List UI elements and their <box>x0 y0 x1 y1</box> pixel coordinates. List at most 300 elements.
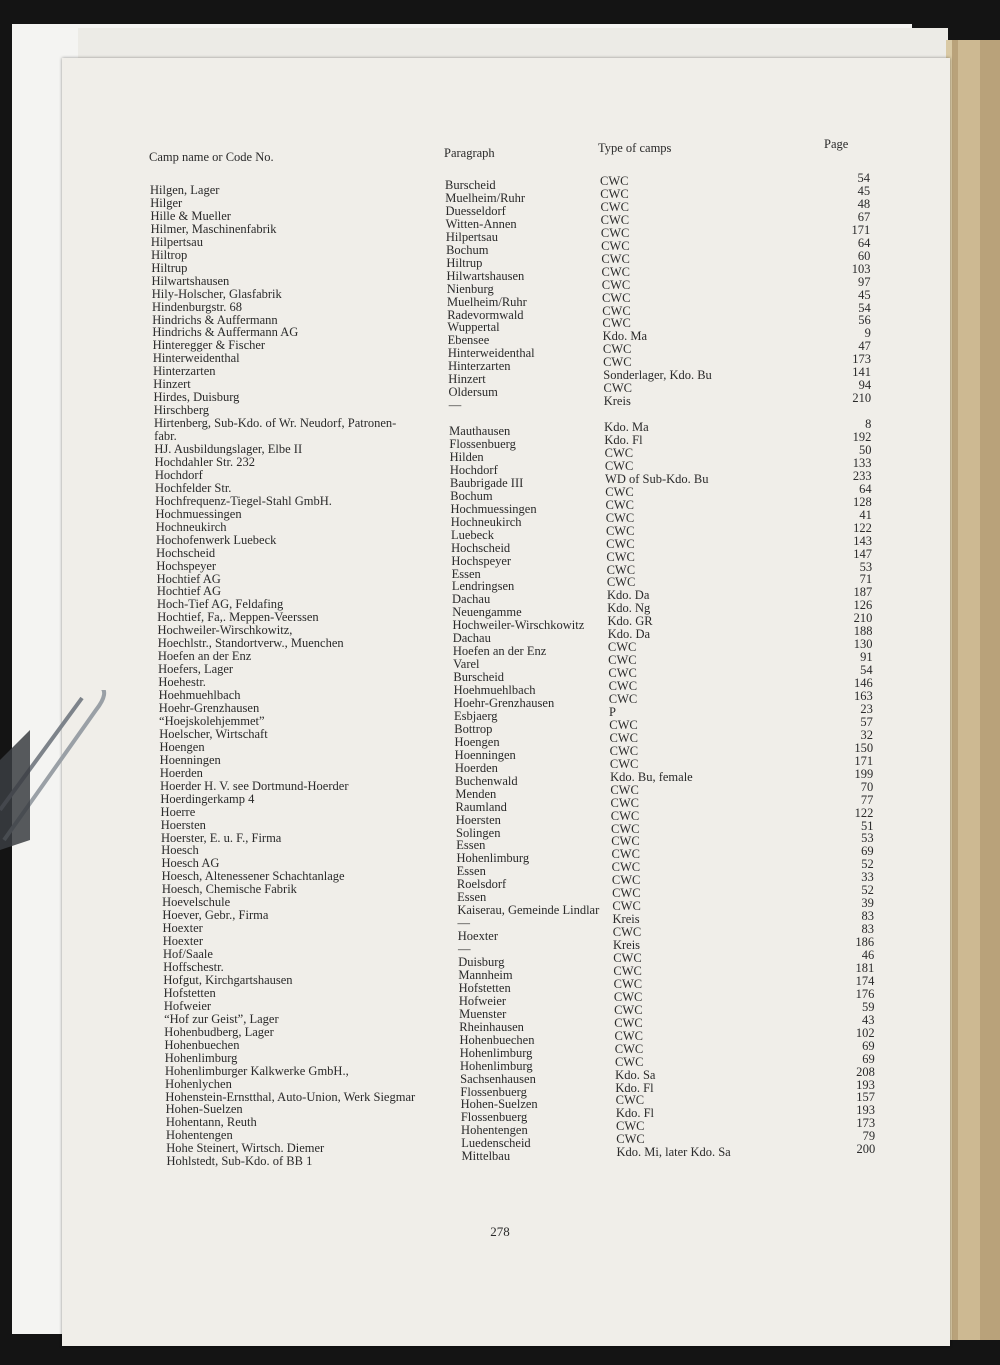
camp-type-cell: CWC <box>613 951 642 965</box>
camp-type-cell: CWC <box>616 1119 645 1134</box>
paragraph-cell: Hohenlimburg <box>459 1045 533 1060</box>
paragraph-cell: Wuppertal <box>447 320 500 335</box>
page-ref-cell: 69 <box>862 1051 875 1066</box>
camp-type-cell: CWC <box>607 640 637 655</box>
page-ref-cell: 130 <box>853 637 873 652</box>
page-ref-cell: 122 <box>853 520 872 535</box>
camp-name-cell: Hohentann, Reuth <box>165 1115 257 1130</box>
page-ref-cell: 187 <box>853 585 873 600</box>
page-ref-cell: 54 <box>860 663 873 678</box>
paragraph-cell: Rheinhausen <box>459 1019 524 1034</box>
paragraph-cell: Dachau <box>452 631 491 646</box>
camp-name-cell: Hohenbuechen <box>164 1037 240 1052</box>
camp-type-cell: CWC <box>611 821 640 836</box>
page-ref-cell: 39 <box>861 896 874 911</box>
paragraph-cell: Menden <box>455 786 497 801</box>
camp-type-cell: CWC <box>608 653 637 668</box>
page-ref-cell: 33 <box>861 870 874 885</box>
paragraph-cell: Roelsdorf <box>456 877 507 892</box>
paragraph-cell: Bochum <box>450 488 493 503</box>
camp-name-cell: Hinterweidenthal <box>152 351 240 366</box>
camp-type-cell: CWC <box>608 679 638 694</box>
camp-name-cell: Hoelscher, Wirtschaft <box>159 726 268 741</box>
page-ref-cell: 51 <box>861 818 874 833</box>
paragraph-cell: Baubrigade III <box>450 475 524 490</box>
camp-type-cell: Kdo. Ng <box>607 601 651 616</box>
page-ref-cell: 233 <box>852 468 872 483</box>
camp-name-cell: Hohenbudberg, Lager <box>164 1024 274 1039</box>
camp-name-cell: Hoersten <box>160 817 206 832</box>
camp-type-cell: CWC <box>606 536 635 551</box>
camp-type-cell: Kreis <box>612 912 640 927</box>
camp-name-cell: Hohe Steinert, Wirtsch. Diemer <box>166 1141 325 1156</box>
camp-type-cell: CWC <box>603 381 632 396</box>
paragraph-cell: Raumland <box>455 799 507 814</box>
page-ref-cell: 45 <box>858 287 871 302</box>
camp-name-cell: Hindrichs & Auffermann AG <box>152 325 299 340</box>
camp-type-cell: CWC <box>606 575 636 590</box>
camp-type-cell: Kdo. Fl <box>604 433 643 447</box>
page-ref-cell: 52 <box>861 857 874 872</box>
camp-name-cell: “Hoejskolehjemmet” <box>159 713 265 728</box>
camp-name-cell: Hofstetten <box>163 985 216 1000</box>
camp-name-cell: Hoehmuehlbach <box>158 688 241 703</box>
camp-name-cell: Hochdorf <box>154 467 203 482</box>
camp-type-cell: CWC <box>611 873 641 888</box>
camp-name-cell: Hoerder H. V. see Dortmund-Hoerder <box>160 778 349 793</box>
paragraph-cell: Essen <box>451 566 481 581</box>
page-ref-cell: 173 <box>856 1116 876 1131</box>
paragraph-cell: Hiltrup <box>446 255 483 270</box>
page-ref-cell: 143 <box>853 533 872 548</box>
camp-type-cell: Kdo. Sa <box>615 1067 656 1082</box>
page-ref-cell: 64 <box>859 481 872 496</box>
camp-type-cell: CWC <box>602 342 632 357</box>
page-ref-cell: 8 <box>865 417 872 432</box>
paragraph-cell: Hoengen <box>454 734 500 749</box>
page-ref-cell: 141 <box>852 365 872 380</box>
camp-type-cell: CWC <box>601 251 630 266</box>
paragraph-cell: Muelheim/Ruhr <box>446 294 527 309</box>
page-ref-cell: 56 <box>858 313 871 328</box>
camp-type-cell: CWC <box>600 186 629 201</box>
page-ref-cell: 52 <box>861 883 874 898</box>
camp-name-cell: Hochspeyer <box>156 558 217 573</box>
page-ref-cell: 176 <box>855 986 875 1001</box>
page-ref-cell: 157 <box>856 1090 875 1105</box>
camp-type-cell: CWC <box>605 523 635 538</box>
paragraph-cell: Hoerden <box>454 760 498 775</box>
paragraph-cell: Hofweier <box>458 993 507 1008</box>
page-ref-cell: 41 <box>859 507 872 522</box>
camp-type-cell: Kdo. Ma <box>602 329 648 344</box>
page-ref-cell: 43 <box>862 1012 875 1027</box>
page-ref-cell: 47 <box>858 339 871 354</box>
page-number: 278 <box>490 1224 510 1239</box>
camp-type-cell: CWC <box>612 886 641 901</box>
paragraph-cell: Oldersum <box>448 385 498 400</box>
camp-name-cell: Hirtenberg, Sub-Kdo. of Wr. Neudorf, Patronen- <box>153 416 397 431</box>
paragraph-cell: Mauthausen <box>449 424 511 439</box>
camp-type-cell: CWC <box>614 1002 643 1017</box>
camp-type-cell: CWC <box>605 497 634 512</box>
page-ref-cell: 57 <box>860 714 873 729</box>
page-ref-cell: 147 <box>853 546 873 561</box>
camp-name-cell: Hiltrop <box>151 247 188 262</box>
page-ref-cell: 46 <box>861 948 875 962</box>
camp-type-cell: Kdo. Da <box>607 627 651 642</box>
camp-type-cell: CWC <box>609 730 638 745</box>
page-ref-cell: 193 <box>856 1103 876 1118</box>
camp-name-cell: Hinzert <box>153 377 191 392</box>
paragraph-cell: Muelheim/Ruhr <box>445 190 526 205</box>
page-ref-cell: 200 <box>856 1142 876 1157</box>
page-ref-cell: 171 <box>851 222 871 237</box>
page-ref-cell: 173 <box>852 352 871 367</box>
camp-name-cell: Hoerre <box>160 804 196 819</box>
camp-name-cell: Hoesch, Altenessener Schachtanlage <box>161 869 345 884</box>
camp-type-cell: CWC <box>611 834 640 849</box>
camp-type-cell: CWC <box>609 743 639 758</box>
paragraph-cell: Hoexter <box>457 929 499 944</box>
page-ref-cell: 48 <box>857 196 871 211</box>
camp-type-cell: CWC <box>604 458 634 473</box>
camp-name-cell: Hilger <box>150 195 183 210</box>
header-camp-name: Camp name or Code No. <box>149 150 274 164</box>
paragraph-cell: Radevormwald <box>447 307 524 322</box>
camp-name-cell: Hoechlstr., Standortverw., Muenchen <box>157 636 344 651</box>
page-ref-cell: 150 <box>854 740 874 755</box>
page-ref-cell: 64 <box>857 235 871 250</box>
camp-name-cell: Hily-Holscher, Glasfabrik <box>151 286 282 301</box>
paragraph-cell: Mannheim <box>458 967 513 982</box>
camp-type-cell: Kdo. Bu, female <box>610 769 693 784</box>
camp-name-cell: Hoesch AG <box>161 856 220 871</box>
camp-type-cell: CWC <box>601 290 631 305</box>
paragraph-cell: Hinterweidenthal <box>447 346 535 361</box>
paragraph-cell: — <box>457 916 471 931</box>
paragraph-cell: Hohenbuechen <box>459 1032 535 1047</box>
camp-name-cell: Hoesch <box>161 843 199 858</box>
paragraph-cell: Bochum <box>446 242 489 257</box>
paragraph-cell: Hinterzarten <box>448 359 511 374</box>
paragraph-cell: Essen <box>456 864 486 879</box>
camp-name-cell: Hohenlychen <box>165 1076 232 1091</box>
camp-name-cell: Hoerdingerkamp 4 <box>160 791 255 806</box>
camp-name-cell: Hilgen, Lager <box>150 183 220 197</box>
paragraph-cell: Hochweiler-Wirschkowitz <box>452 618 585 633</box>
page-ref-cell: 199 <box>854 766 874 781</box>
camp-name-cell: Hoffschestr. <box>163 960 224 974</box>
camp-type-cell: CWC <box>609 756 639 771</box>
paragraph-cell: Witten-Annen <box>445 216 517 231</box>
camp-type-cell: Kreis <box>612 938 641 953</box>
camp-type-cell: CWC <box>612 899 641 914</box>
camp-type-cell: CWC <box>605 484 634 499</box>
camp-name-cell: Hochweiler-Wirschkowitz, <box>157 623 293 638</box>
camp-name-cell: Hinteregger & Fischer <box>152 338 266 353</box>
camp-name-cell: Hoefen an der Enz <box>157 649 252 664</box>
camp-type-cell: CWC <box>605 510 635 525</box>
camp-name-cell: Hohlstedt, Sub-Kdo. of BB 1 <box>166 1154 313 1169</box>
page-ref-cell: 70 <box>860 779 874 794</box>
paragraph-cell: Hohentengen <box>461 1123 528 1138</box>
camp-name-cell: Hille & Mueller <box>150 208 231 223</box>
paragraph-cell: Mittelbau <box>461 1149 511 1164</box>
camp-name-cell: Hoevelschule <box>162 895 231 910</box>
paragraph-cell: Luedenscheid <box>461 1136 531 1151</box>
paragraph-cell: Hoersten <box>455 812 501 827</box>
paragraph-cell: Duesseldorf <box>445 203 506 218</box>
paragraph-cell: Hochmuessingen <box>450 501 537 516</box>
paragraph-cell: Varel <box>453 657 480 672</box>
page-ref-cell: 32 <box>860 727 873 742</box>
paragraph-cell: Hochspeyer <box>451 553 512 568</box>
page-ref-cell: 53 <box>859 559 873 574</box>
camp-type-cell: CWC <box>616 1132 645 1147</box>
camp-name-cell: Hoefers, Lager <box>158 662 234 677</box>
page-ref-cell: 54 <box>858 300 871 315</box>
page-ref-cell: 9 <box>864 326 871 341</box>
camp-type-cell: CWC <box>611 860 641 875</box>
paragraph-cell: Duisburg <box>458 955 505 969</box>
camp-name-cell: Hoexter <box>162 934 204 949</box>
camp-type-cell: CWC <box>610 782 639 797</box>
camp-type-cell: Kdo. Mi, later Kdo. Sa <box>616 1145 731 1160</box>
header-paragraph: Paragraph <box>444 146 495 160</box>
camp-type-cell: CWC <box>610 795 640 810</box>
camp-name-cell: Hiltrup <box>151 260 188 275</box>
page-ref-cell: 77 <box>860 792 874 807</box>
camp-name-cell: Hohenlimburg <box>164 1050 238 1065</box>
paragraph-cell: Hochneukirch <box>450 514 522 529</box>
camp-type-cell: CWC <box>601 264 631 279</box>
paragraph-cell: Essen <box>456 838 486 853</box>
paragraph-cell: — <box>448 398 462 413</box>
page-ref-cell: 60 <box>857 248 871 263</box>
paragraph-cell: Solingen <box>456 825 501 840</box>
paragraph-cell: Bottrop <box>454 721 493 736</box>
paragraph-cell: Hilpertsau <box>445 229 498 244</box>
camp-name-cell: “Hof zur Geist”, Lager <box>164 1011 279 1026</box>
paragraph-cell: Sachsenhausen <box>460 1071 536 1086</box>
camp-type-cell: CWC <box>604 445 634 460</box>
header-type: Type of camps <box>598 141 672 155</box>
page-ref-cell: 181 <box>855 960 875 975</box>
camp-type-cell: CWC <box>600 212 630 227</box>
camp-name-cell: Hoehr-Grenzhausen <box>158 701 260 715</box>
paragraph-cell: Flossenbuerg <box>460 1084 527 1099</box>
paperclip-icon <box>0 690 120 850</box>
camp-type-cell: CWC <box>600 225 630 240</box>
camp-name-cell: Hirschberg <box>153 403 210 418</box>
camp-type-cell: CWC <box>603 355 632 370</box>
camp-type-cell: CWC <box>601 238 630 253</box>
camp-type-cell: CWC <box>614 1028 643 1043</box>
paragraph-cell: Hohen-Suelzen <box>460 1097 538 1112</box>
page-ref-cell: 146 <box>853 676 873 691</box>
paragraph-cell: Burscheid <box>453 670 505 685</box>
camp-name-cell: fabr. <box>154 429 177 444</box>
camp-name-cell: Hoever, Gebr., Firma <box>162 908 269 923</box>
camp-type-cell: CWC <box>600 199 629 214</box>
camp-type-cell: CWC <box>602 316 631 331</box>
camp-name-cell: Hohen-Suelzen <box>165 1102 243 1117</box>
paragraph-cell: Hoehr-Grenzhausen <box>453 696 555 710</box>
camp-name-cell: Hochdahler Str. 232 <box>154 454 255 469</box>
camp-type-cell: CWC <box>613 989 643 1004</box>
camp-name-cell: Hofgut, Kirchgartshausen <box>163 972 293 987</box>
camp-name-cell: Hindrichs & Auffermann <box>152 312 278 327</box>
paragraph-cell: Nienburg <box>446 281 494 296</box>
camp-type-cell: Kreis <box>603 394 631 409</box>
paragraph-cell: Lendringsen <box>451 579 515 594</box>
paragraph-cell: Hochscheid <box>451 540 511 555</box>
paragraph-cell: Hinzert <box>448 372 486 387</box>
paragraph-cell: Hofstetten <box>458 980 511 995</box>
page-ref-cell: 79 <box>862 1129 876 1144</box>
paragraph-cell: Muenster <box>459 1006 507 1021</box>
camp-type-cell: CWC <box>614 1041 644 1056</box>
page-ref-cell: 163 <box>854 689 873 703</box>
camp-name-cell: Hof/Saale <box>162 947 213 962</box>
camp-type-cell: CWC <box>615 1093 645 1108</box>
page-ref-cell: 23 <box>860 701 873 716</box>
paragraph-cell: Hohenlimburg <box>459 1058 533 1073</box>
paragraph-cell: Esbjaerg <box>454 708 498 723</box>
page-ref-cell: 210 <box>853 611 873 626</box>
paragraph-cell: Kaiserau, Gemeinde Lindlar <box>457 903 600 918</box>
camp-name-cell: Hofweier <box>163 998 212 1013</box>
camp-type-cell: CWC <box>609 717 638 732</box>
camp-name-cell: Hoesch, Chemische Fabrik <box>161 882 297 897</box>
camp-type-cell: Kdo. Fl <box>615 1080 654 1095</box>
page-ref-cell: 174 <box>855 973 875 988</box>
camp-name-cell: Hirdes, Duisburg <box>153 390 240 405</box>
camp-name-cell: Hoexter <box>162 921 203 936</box>
page-ref-cell: 133 <box>852 455 872 470</box>
paragraph-cell: Dachau <box>452 592 491 607</box>
camp-name-cell: Hoengen <box>159 739 205 754</box>
camp-name-cell: Hochtief AG <box>156 584 222 599</box>
camp-type-cell: CWC <box>614 1054 644 1069</box>
camp-name-cell: Hoerden <box>159 765 203 780</box>
page-ref-cell: 186 <box>855 935 875 950</box>
camp-name-cell: Hoerster, E. u. F., Firma <box>161 830 282 845</box>
camp-type-cell: CWC <box>610 808 640 823</box>
camp-type-cell: CWC <box>601 277 631 292</box>
camp-name-cell: Hohenstein-Ernstthal, Auto-Union, Werk Siegmar <box>165 1089 416 1104</box>
camp-name-cell: Hilpertsau <box>150 234 203 249</box>
page-ref-cell: 122 <box>854 805 874 820</box>
camp-type-cell: CWC <box>612 925 642 940</box>
page-ref-cell: 126 <box>853 598 873 613</box>
camp-name-cell: Hochofenwerk Luebeck <box>155 532 277 547</box>
page-ref-cell: 128 <box>853 494 872 509</box>
page-ref-cell: 210 <box>852 391 872 406</box>
book-edge-inner <box>958 40 980 1340</box>
camp-type-cell: CWC <box>611 847 640 862</box>
camp-name-cell: Hochtief, Fa,. Meppen-Veerssen <box>157 610 319 625</box>
paragraph-cell: Burscheid <box>445 178 496 192</box>
page-ref-cell: 83 <box>861 909 874 924</box>
page-ref-cell: 188 <box>853 624 873 639</box>
table-row <box>162 922 875 949</box>
paragraph-cell: Hilwartshausen <box>446 268 525 283</box>
camp-name-cell: Hochneukirch <box>155 519 227 534</box>
page-ref-cell: 171 <box>854 753 874 768</box>
camp-type-cell: CWC <box>613 963 642 978</box>
page-ref-cell: 69 <box>862 1038 875 1053</box>
camp-type-cell: WD of Sub-Kdo. Bu <box>605 471 709 486</box>
camp-name-cell: Hoehestr. <box>158 675 206 690</box>
page-ref-cell: 97 <box>858 274 871 289</box>
page-ref-cell: 83 <box>861 922 875 937</box>
paragraph-cell: Buchenwald <box>455 773 518 788</box>
paragraph-cell: Essen <box>457 890 487 905</box>
camp-name-cell: Hilwartshausen <box>151 273 230 288</box>
camp-type-cell: P <box>609 704 616 719</box>
header-page: Page <box>824 137 849 151</box>
camp-type-cell: Kdo. GR <box>607 614 653 629</box>
camp-type-cell: Kdo. Da <box>607 588 650 603</box>
page-ref-cell: 91 <box>860 650 873 665</box>
paragraph-cell: Luebeck <box>450 527 494 542</box>
page-ref-cell: 69 <box>861 844 874 859</box>
paragraph-cell: Neuengamme <box>452 605 522 620</box>
camp-type-cell: Sonderlager, Kdo. Bu <box>603 368 712 383</box>
camp-type-cell: CWC <box>614 1015 643 1030</box>
camp-name-cell: Hochscheid <box>156 545 216 560</box>
paragraph-cell: — <box>457 942 471 957</box>
page-ref-cell: 193 <box>856 1077 875 1092</box>
page-ref-cell: 71 <box>859 572 873 587</box>
camp-type-cell: CWC <box>608 666 637 681</box>
camp-type-cell: CWC <box>606 549 635 564</box>
paragraph-cell: Flossenbuerg <box>460 1110 528 1125</box>
paragraph-cell: Ebensee <box>447 333 490 348</box>
camp-name-cell: Hoenningen <box>159 752 221 767</box>
camp-type-cell: CWC <box>600 174 629 188</box>
paragraph-cell: Hoefen an der Enz <box>452 644 547 659</box>
camp-name-cell: Hinterzarten <box>153 364 216 379</box>
camp-type-cell: Kdo. Ma <box>604 420 649 435</box>
page-ref-cell: 53 <box>861 831 874 846</box>
camp-type-cell: CWC <box>602 303 631 318</box>
page-ref-cell: 59 <box>861 999 875 1014</box>
camp-name-cell: Hochfelder Str. <box>155 480 232 495</box>
page-ref-cell: 54 <box>857 171 870 185</box>
page-ref-cell: 102 <box>855 1025 875 1040</box>
page-ref-cell: 103 <box>851 261 871 276</box>
camp-name-cell: HJ. Ausbildungslager, Elbe II <box>154 442 303 456</box>
camp-name-cell: Hilmer, Maschinenfabrik <box>150 221 277 236</box>
camp-type-cell: CWC <box>606 562 636 577</box>
page-ref-cell: 45 <box>857 183 871 198</box>
page-ref-cell: 50 <box>858 442 872 457</box>
paragraph-cell: Hilden <box>449 449 484 464</box>
camp-name-cell: Hohenlimburger Kalkwerke GmbH., <box>164 1063 349 1078</box>
camp-name-cell: Hindenburgstr. 68 <box>151 299 243 314</box>
page-ref-cell: 192 <box>852 430 872 444</box>
camp-name-cell: Hoch-Tief AG, Feldafing <box>157 597 284 612</box>
camp-name-cell: Hochtief AG <box>156 571 221 586</box>
camp-name-cell: Hochmuessingen <box>155 506 242 521</box>
paragraph-cell: Hohenlimburg <box>456 851 530 866</box>
camp-name-cell: Hochfrequenz-Tiegel-Stahl GmbH. <box>155 493 332 508</box>
paragraph-cell: Hoehmuehlbach <box>453 683 536 698</box>
table-row <box>154 417 871 430</box>
